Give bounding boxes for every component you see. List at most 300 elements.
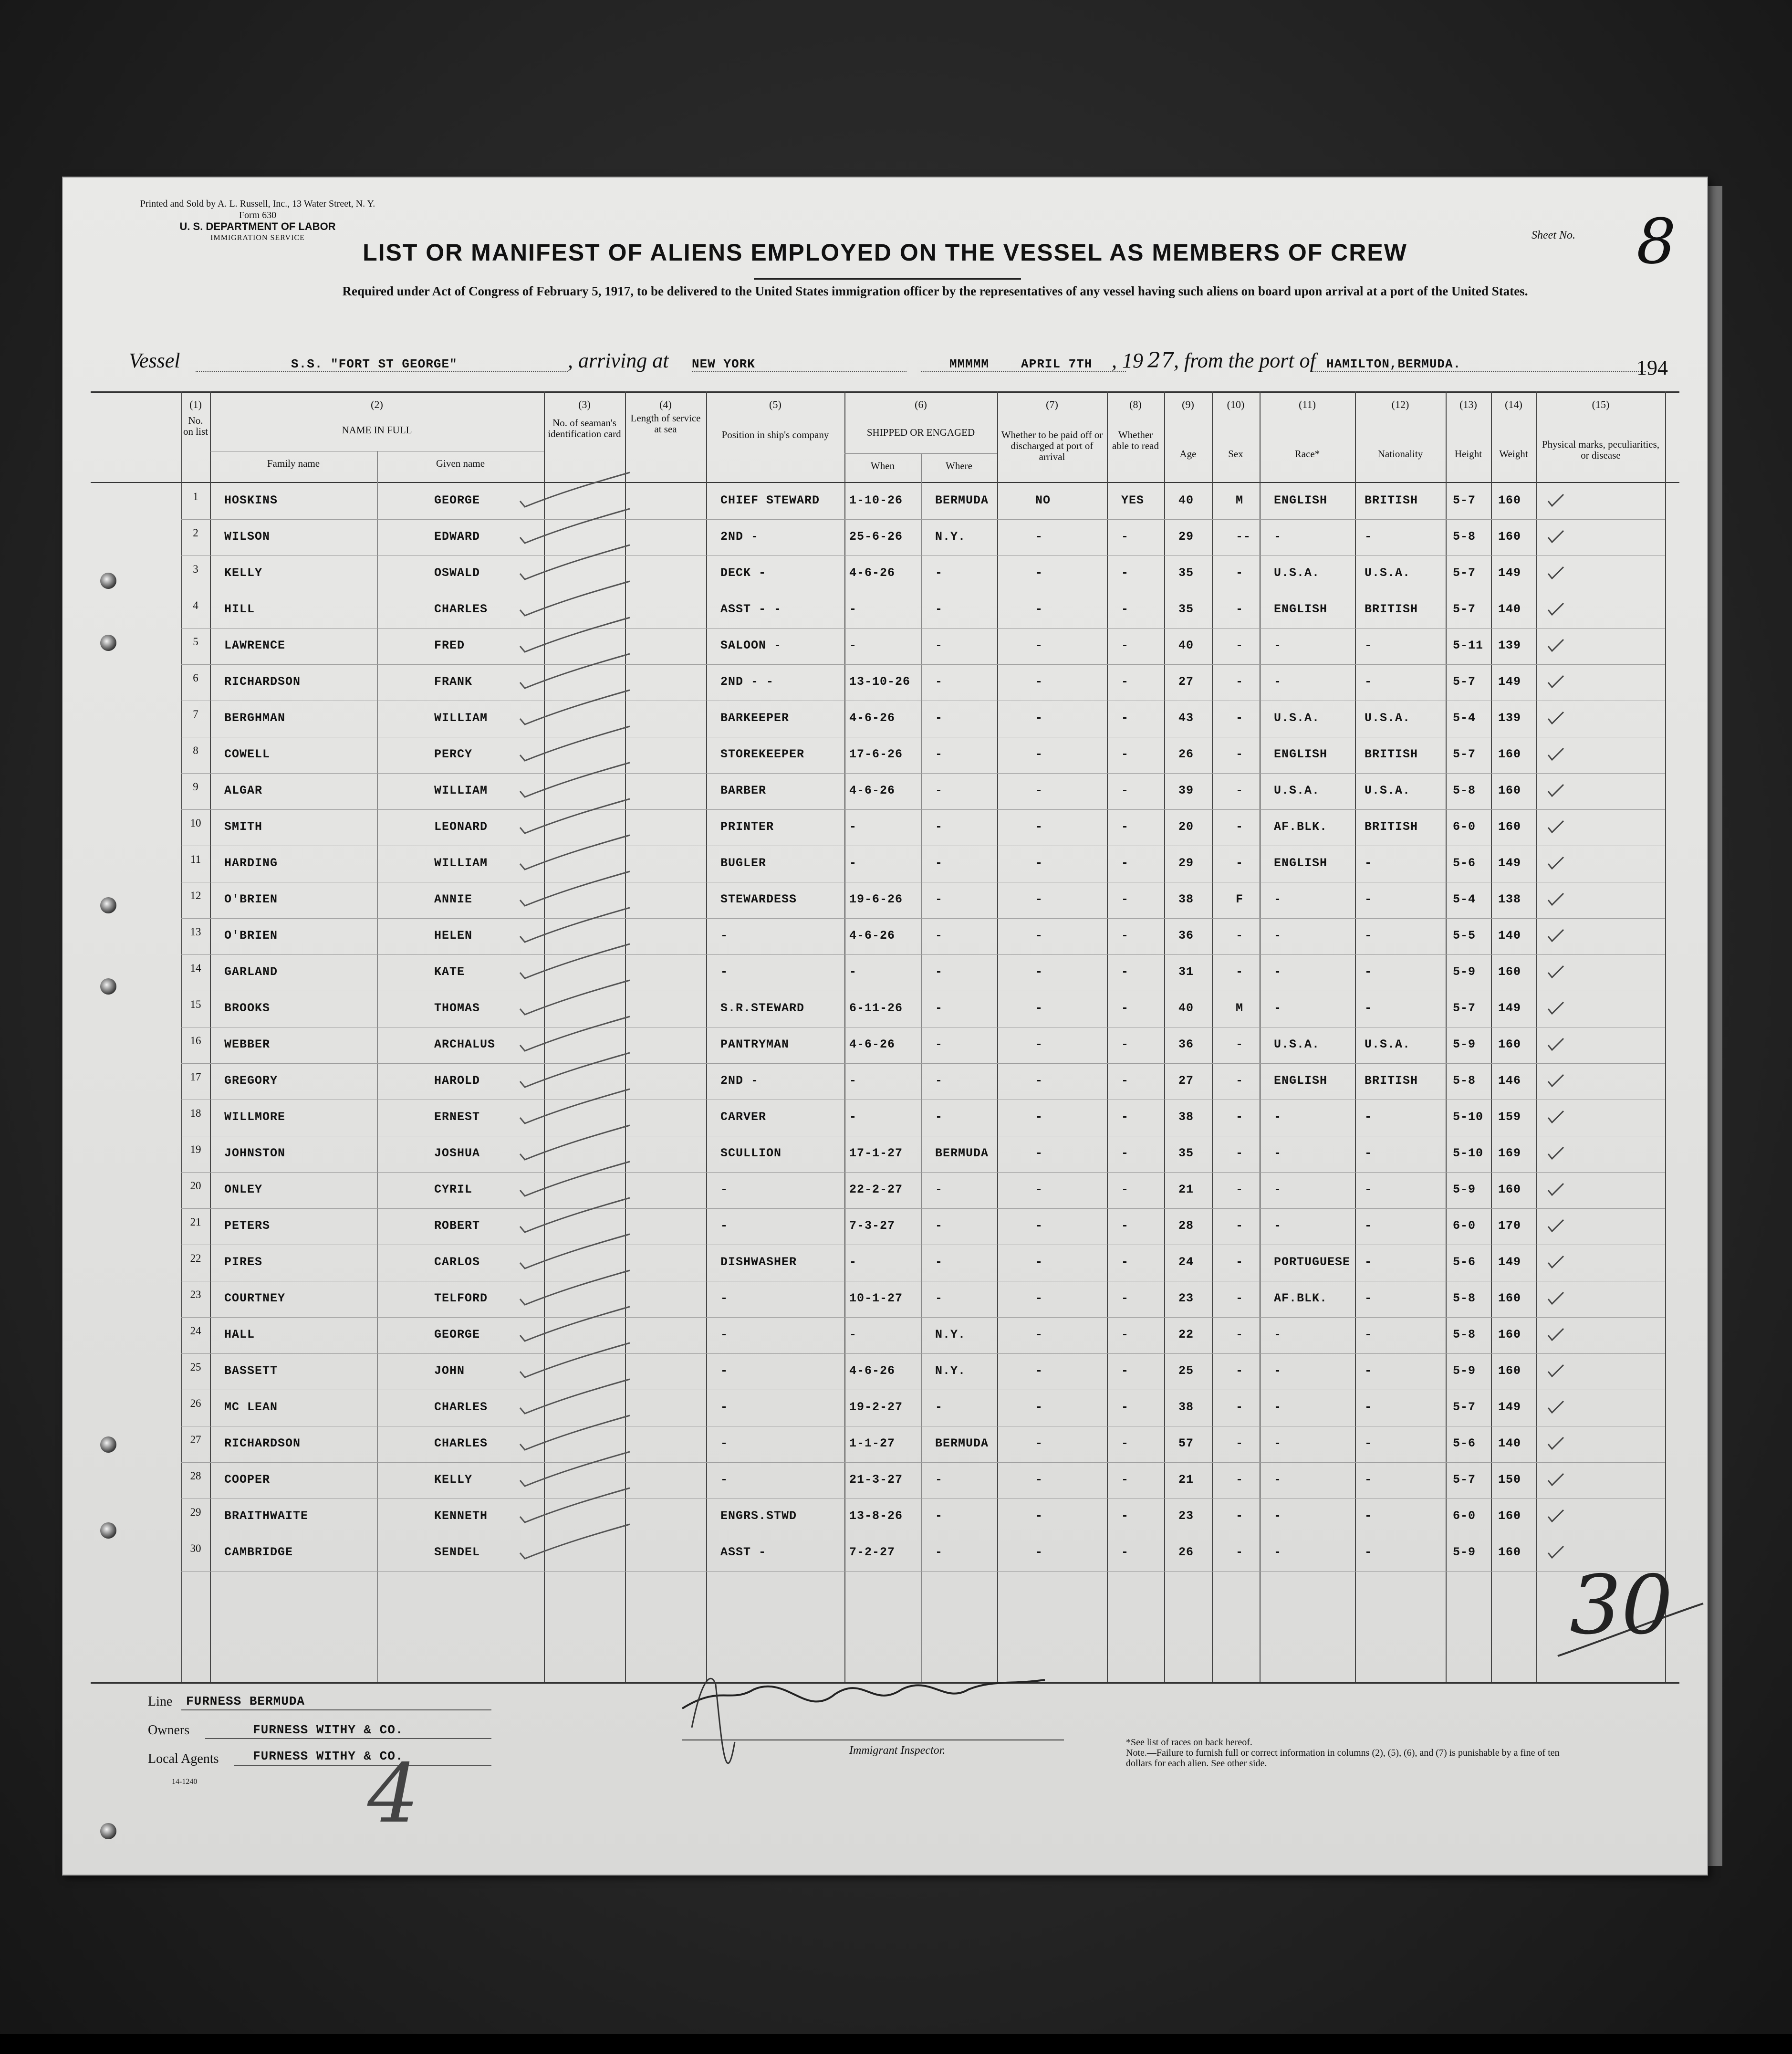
physical-marks-check [1548, 857, 1563, 869]
cell-race: - [1274, 675, 1282, 689]
inspector-signature [682, 1680, 1045, 1708]
punch-hole [100, 978, 116, 995]
cell-height: 5-9 [1453, 1364, 1476, 1378]
cell-where: BERMUDA [935, 1436, 989, 1450]
cell-read: - [1121, 820, 1129, 834]
row-number: 15 [190, 998, 201, 1010]
physical-marks-check [1548, 1147, 1563, 1159]
cell-nationality: - [1365, 1110, 1373, 1124]
cell-position: STEWARDESS [720, 892, 797, 906]
cell-race: - [1274, 530, 1282, 544]
check-mark-stroke [520, 472, 630, 507]
check-mark-stroke [520, 690, 630, 724]
row-number: 11 [190, 853, 201, 865]
cell-age: 26 [1178, 1545, 1194, 1559]
cell-weight: 139 [1498, 639, 1521, 652]
cell-read: - [1121, 1364, 1129, 1378]
cell-family: HOSKINS [224, 493, 278, 507]
cell-position: SCULLION [720, 1146, 782, 1160]
check-mark-stroke [520, 1488, 630, 1522]
cell-sex: - [1236, 1473, 1244, 1487]
physical-marks-check [1548, 603, 1563, 615]
cell-sex: - [1236, 1545, 1244, 1559]
cell-age: 40 [1178, 493, 1194, 507]
cell-given: KATE [434, 965, 465, 979]
physical-marks-check [1548, 1256, 1563, 1268]
cell-race: U.S.A. [1274, 711, 1320, 725]
cell-race: U.S.A. [1274, 1037, 1320, 1051]
year-printed: , 19 [1112, 349, 1143, 372]
physical-marks-check [1548, 494, 1563, 506]
cell-position: - [720, 929, 729, 943]
cell-weight: 160 [1498, 1183, 1521, 1196]
cell-position: ENGRS.STWD [720, 1509, 797, 1523]
col11-header-number: (11) [1299, 398, 1316, 410]
cell-paid: - [1035, 856, 1043, 870]
cell-weight: 169 [1498, 1146, 1521, 1160]
cell-age: 24 [1178, 1255, 1194, 1269]
physical-marks-check [1548, 531, 1563, 542]
cell-when: 4-6-26 [849, 784, 896, 797]
cell-age: 21 [1178, 1183, 1194, 1196]
cell-weight: 160 [1498, 1291, 1521, 1305]
cell-when: - [849, 1255, 857, 1269]
cell-family: WILLMORE [224, 1110, 286, 1124]
cell-read: - [1121, 602, 1129, 616]
cell-read: - [1121, 530, 1129, 544]
cell-weight: 160 [1498, 1509, 1521, 1523]
cell-sex: - [1236, 965, 1244, 979]
col2-header: NAME IN FULL [342, 424, 412, 436]
cell-height: 6-0 [1453, 1509, 1476, 1523]
cell-family: BERGHMAN [224, 711, 286, 725]
physical-marks-check [1548, 893, 1563, 905]
cell-where: - [935, 566, 943, 580]
owners-rule [205, 1738, 491, 1739]
cell-nationality: - [1365, 1291, 1373, 1305]
cell-read: - [1121, 1545, 1129, 1559]
cell-race: PORTUGUESE [1274, 1255, 1351, 1269]
cell-where: BERMUDA [935, 1146, 989, 1160]
cell-family: MC LEAN [224, 1400, 278, 1414]
cell-when: 1-10-26 [849, 493, 903, 507]
cell-sex: - [1236, 602, 1244, 616]
cell-age: 36 [1178, 1037, 1194, 1051]
cell-height: 5-7 [1453, 1400, 1476, 1414]
cell-nationality: U.S.A. [1365, 711, 1411, 725]
cell-sex: - [1236, 1110, 1244, 1124]
cell-position: - [720, 1291, 729, 1305]
cell-given: WILLIAM [434, 711, 488, 725]
cell-read: - [1121, 1255, 1129, 1269]
cell-height: 5-9 [1453, 1183, 1476, 1196]
cell-nationality: - [1365, 1473, 1373, 1487]
col12-header: Nationality [1377, 448, 1423, 460]
cell-family: CAMBRIDGE [224, 1545, 293, 1559]
cell-height: 5-4 [1453, 892, 1476, 906]
cell-given: CHARLES [434, 602, 488, 616]
cell-given: THOMAS [434, 1001, 480, 1015]
cell-age: 35 [1178, 602, 1194, 616]
cell-age: 27 [1178, 675, 1194, 689]
cell-position: S.R.STEWARD [720, 1001, 805, 1015]
cell-age: 26 [1178, 747, 1194, 761]
row-number: 10 [190, 817, 201, 829]
cell-race: - [1274, 1436, 1282, 1450]
check-mark-stroke [520, 799, 630, 833]
cell-family: COWELL [224, 747, 271, 761]
cell-age: 36 [1178, 929, 1194, 943]
physical-marks-check [1548, 930, 1563, 941]
cell-race: - [1274, 1473, 1282, 1487]
cell-sex: - [1236, 1219, 1244, 1233]
cell-paid: - [1035, 929, 1043, 943]
cell-nationality: - [1365, 1509, 1373, 1523]
physical-marks-check [1548, 1038, 1563, 1050]
cell-paid: - [1035, 1436, 1043, 1450]
cell-height: 5-8 [1453, 1074, 1476, 1088]
cell-nationality: - [1365, 1400, 1373, 1414]
cell-sex: - [1236, 1436, 1244, 1450]
cell-race: - [1274, 1110, 1282, 1124]
col5-header-number: (5) [769, 398, 781, 410]
cell-where: N.Y. [935, 1364, 966, 1378]
cell-height: 6-0 [1453, 820, 1476, 834]
cell-where: BERMUDA [935, 493, 989, 507]
cell-where: - [935, 1001, 943, 1015]
check-mark-stroke [520, 618, 630, 652]
cell-given: ARCHALUS [434, 1037, 496, 1051]
col10-header-number: (10) [1227, 398, 1245, 410]
cell-sex: M [1236, 1001, 1244, 1015]
cell-nationality: BRITISH [1365, 493, 1418, 507]
punch-hole [100, 1522, 116, 1539]
cell-paid: - [1035, 566, 1043, 580]
col13-header: Height [1454, 448, 1482, 460]
cell-height: 5-5 [1453, 929, 1476, 943]
family-name-header: Family name [267, 458, 320, 469]
col7-header-number: (7) [1046, 398, 1058, 410]
inspector-label: Immigrant Inspector. [849, 1744, 946, 1757]
punch-hole [100, 1436, 116, 1453]
col7-header: Whether to be paid off or discharged at port of arrival [1001, 429, 1103, 462]
cell-read: - [1121, 1001, 1129, 1015]
check-mark-stroke [520, 871, 630, 906]
physical-marks-check [1548, 1075, 1563, 1086]
cell-read: - [1121, 1146, 1129, 1160]
cell-when: 7-2-27 [849, 1545, 896, 1559]
cell-nationality: BRITISH [1365, 747, 1418, 761]
cell-given: CARLOS [434, 1255, 480, 1269]
cell-race: ENGLISH [1274, 493, 1328, 507]
col11-header: Race* [1294, 448, 1320, 460]
cell-given: JOHN [434, 1364, 465, 1378]
form-code: 14-1240 [172, 1778, 198, 1786]
row-number: 30 [190, 1542, 201, 1554]
col14-header: Weight [1499, 448, 1528, 460]
sheet-number-top: 194 [1636, 356, 1668, 379]
cell-race: AF.BLK. [1274, 1291, 1328, 1305]
cell-given: GEORGE [434, 493, 480, 507]
row-number: 4 [193, 599, 198, 611]
check-mark-stroke [520, 1415, 630, 1450]
check-mark-stroke [520, 581, 630, 616]
cell-weight: 138 [1498, 892, 1521, 906]
handwriting-layer [62, 177, 1708, 1876]
cell-position: - [720, 1364, 729, 1378]
row-number: 24 [190, 1325, 201, 1337]
cell-position: 2ND - - [720, 675, 774, 689]
check-mark-stroke [520, 1270, 630, 1305]
cell-read: YES [1121, 493, 1145, 507]
line-rule [181, 1709, 491, 1710]
cell-where: - [935, 892, 943, 906]
cell-given: FRANK [434, 675, 473, 689]
cell-nationality: - [1365, 1183, 1373, 1196]
punch-hole [100, 1823, 116, 1839]
cell-race: ENGLISH [1274, 1074, 1328, 1088]
cell-read: - [1121, 747, 1129, 761]
cell-given: HELEN [434, 929, 473, 943]
local-agents-label: Local Agents [148, 1751, 219, 1766]
cell-age: 57 [1178, 1436, 1194, 1450]
physical-marks-check [1548, 1437, 1563, 1449]
cell-paid: - [1035, 1364, 1043, 1378]
col5-header: Position in ship's company [721, 429, 829, 440]
cell-where: - [935, 1037, 943, 1051]
cell-where: - [935, 1219, 943, 1233]
cell-weight: 160 [1498, 530, 1521, 544]
cell-position: 2ND - [720, 1074, 759, 1088]
cell-sex: - [1236, 1328, 1244, 1341]
row-number: 5 [193, 636, 198, 648]
cell-paid: - [1035, 602, 1043, 616]
cell-when: 17-1-27 [849, 1146, 903, 1160]
row-number: 25 [190, 1361, 201, 1373]
cell-age: 38 [1178, 892, 1194, 906]
cell-when: 6-11-26 [849, 1001, 903, 1015]
cell-nationality: BRITISH [1365, 820, 1418, 834]
col15-header-number: (15) [1592, 398, 1610, 410]
cell-weight: 160 [1498, 1328, 1521, 1341]
cell-where: - [935, 1291, 943, 1305]
cell-when: - [849, 1328, 857, 1341]
cell-nationality: U.S.A. [1365, 566, 1411, 580]
cell-family: PETERS [224, 1219, 271, 1233]
cell-when: 4-6-26 [849, 1037, 896, 1051]
cell-when: - [849, 1074, 857, 1088]
cell-position: DISHWASHER [720, 1255, 797, 1269]
cell-sex: - [1236, 639, 1244, 652]
cell-age: 23 [1178, 1509, 1194, 1523]
cell-age: 43 [1178, 711, 1194, 725]
cell-position: PRINTER [720, 820, 774, 834]
punch-hole [100, 573, 116, 589]
cell-height: 5-7 [1453, 1473, 1476, 1487]
cell-paid: - [1035, 530, 1043, 544]
cell-sex: - [1236, 566, 1244, 580]
cell-when: - [849, 602, 857, 616]
cell-nationality: - [1365, 530, 1373, 544]
cell-read: - [1121, 929, 1129, 943]
cell-paid: - [1035, 639, 1043, 652]
row-number: 29 [190, 1506, 201, 1518]
row-number: 22 [190, 1252, 201, 1264]
physical-marks-check [1548, 1329, 1563, 1340]
cell-weight: 149 [1498, 675, 1521, 689]
physical-marks-check [1548, 748, 1563, 760]
cell-given: SENDEL [434, 1545, 480, 1559]
cell-height: 6-0 [1453, 1219, 1476, 1233]
given-name-header: Given name [436, 458, 485, 469]
cell-position: - [720, 1219, 729, 1233]
cell-age: 22 [1178, 1328, 1194, 1341]
physical-marks-check [1548, 1365, 1563, 1376]
cell-paid: - [1035, 965, 1043, 979]
cell-family: O'BRIEN [224, 892, 278, 906]
cell-paid: - [1035, 1183, 1043, 1196]
printer-line-4: IMMIGRATION SERVICE [210, 234, 305, 242]
cell-weight: 146 [1498, 1074, 1521, 1088]
cell-height: 5-4 [1453, 711, 1476, 725]
cell-read: - [1121, 1328, 1129, 1341]
cell-given: CHARLES [434, 1436, 488, 1450]
cell-age: 28 [1178, 1219, 1194, 1233]
page-title: LIST OR MANIFEST OF ALIENS EMPLOYED ON THE VESSEL AS MEMBERS OF CREW [363, 239, 1407, 266]
col4-header-number: (4) [659, 398, 672, 410]
cell-when: - [849, 639, 857, 652]
cell-position: - [720, 965, 729, 979]
cell-paid: - [1035, 1146, 1043, 1160]
cell-when: - [849, 1110, 857, 1124]
line-label: Line [148, 1694, 173, 1709]
cell-sex: - [1236, 820, 1244, 834]
cell-when: 4-6-26 [849, 929, 896, 943]
cell-sex: F [1236, 892, 1244, 906]
cell-when: 19-6-26 [849, 892, 903, 906]
cell-paid: NO [1035, 493, 1051, 507]
cell-given: KELLY [434, 1473, 473, 1487]
check-mark-stroke [520, 1379, 630, 1414]
cell-age: 23 [1178, 1291, 1194, 1305]
cell-age: 29 [1178, 530, 1194, 544]
cell-age: 38 [1178, 1110, 1194, 1124]
cell-sex: - [1236, 675, 1244, 689]
col9-header: Age [1179, 448, 1197, 460]
cell-height: 5-6 [1453, 1436, 1476, 1450]
check-mark-stroke [520, 944, 630, 978]
cell-sex: - [1236, 1037, 1244, 1051]
check-mark-stroke [520, 1162, 630, 1196]
row-number: 13 [190, 926, 201, 938]
cell-read: - [1121, 1291, 1129, 1305]
cell-weight: 160 [1498, 1364, 1521, 1378]
cell-given: TELFORD [434, 1291, 488, 1305]
cell-when: 4-6-26 [849, 1364, 896, 1378]
arriving-label: , arriving at [568, 349, 669, 372]
cell-sex: - [1236, 784, 1244, 797]
cell-where: - [935, 1074, 943, 1088]
cell-sex: - [1236, 1146, 1244, 1160]
cell-given: FRED [434, 639, 465, 652]
check-mark-stroke [520, 1089, 630, 1123]
cell-family: BROOKS [224, 1001, 271, 1015]
cell-height: 5-9 [1453, 1037, 1476, 1051]
cell-family: BASSETT [224, 1364, 278, 1378]
cell-nationality: - [1365, 1364, 1373, 1378]
sheet-no-value: 8 [1636, 205, 1676, 278]
cell-where: - [935, 1473, 943, 1487]
row-number: 2 [193, 527, 198, 539]
cell-given: WILLIAM [434, 856, 488, 870]
cell-where: - [935, 965, 943, 979]
cell-family: O'BRIEN [224, 929, 278, 943]
cell-nationality: - [1365, 1001, 1373, 1015]
cell-age: 27 [1178, 1074, 1194, 1088]
cell-height: 5-9 [1453, 965, 1476, 979]
cell-family: RICHARDSON [224, 675, 301, 689]
cell-paid: - [1035, 675, 1043, 689]
cell-when: 21-3-27 [849, 1473, 903, 1487]
cell-age: 25 [1178, 1364, 1194, 1378]
check-mark-stroke [520, 908, 630, 942]
row-number: 20 [190, 1180, 201, 1192]
cell-height: 5-6 [1453, 856, 1476, 870]
cell-nationality: - [1365, 1436, 1373, 1450]
row-number: 3 [193, 563, 198, 575]
physical-marks-check [1548, 1002, 1563, 1014]
cell-where: - [935, 1545, 943, 1559]
cell-position: SALOON - [720, 639, 782, 652]
check-mark-stroke [520, 1307, 630, 1341]
cell-given: CHARLES [434, 1400, 488, 1414]
cell-nationality: - [1365, 965, 1373, 979]
row-number: 6 [193, 672, 198, 684]
cell-race: - [1274, 965, 1282, 979]
cell-paid: - [1035, 1110, 1043, 1124]
cell-position: ASST - [720, 1545, 767, 1559]
cell-weight: 140 [1498, 602, 1521, 616]
cell-age: 21 [1178, 1473, 1194, 1487]
cell-sex: - [1236, 747, 1244, 761]
cell-family: KELLY [224, 566, 263, 580]
cell-weight: 140 [1498, 929, 1521, 943]
cell-race: - [1274, 1146, 1282, 1160]
cell-family: HARDING [224, 856, 278, 870]
cell-where: - [935, 639, 943, 652]
col1-header-number: (1) [189, 398, 202, 410]
cell-when: 25-6-26 [849, 530, 903, 544]
cell-weight: 160 [1498, 747, 1521, 761]
cell-position: BARKEEPER [720, 711, 790, 725]
col10-header: Sex [1228, 448, 1243, 460]
cell-paid: - [1035, 1545, 1043, 1559]
cell-read: - [1121, 1183, 1129, 1196]
cell-nationality: - [1365, 675, 1373, 689]
cell-position: BARBER [720, 784, 767, 797]
year-written: 27 [1147, 348, 1174, 373]
cell-weight: 149 [1498, 1400, 1521, 1414]
row-number: 8 [193, 744, 198, 756]
cell-where: - [935, 675, 943, 689]
check-mark-stroke [520, 1017, 630, 1051]
cell-height: 5-8 [1453, 1291, 1476, 1305]
cell-read: - [1121, 675, 1129, 689]
cell-read: - [1121, 1436, 1129, 1450]
cell-weight: 140 [1498, 1436, 1521, 1450]
cell-when: 4-6-26 [849, 566, 896, 580]
cell-age: 20 [1178, 820, 1194, 834]
